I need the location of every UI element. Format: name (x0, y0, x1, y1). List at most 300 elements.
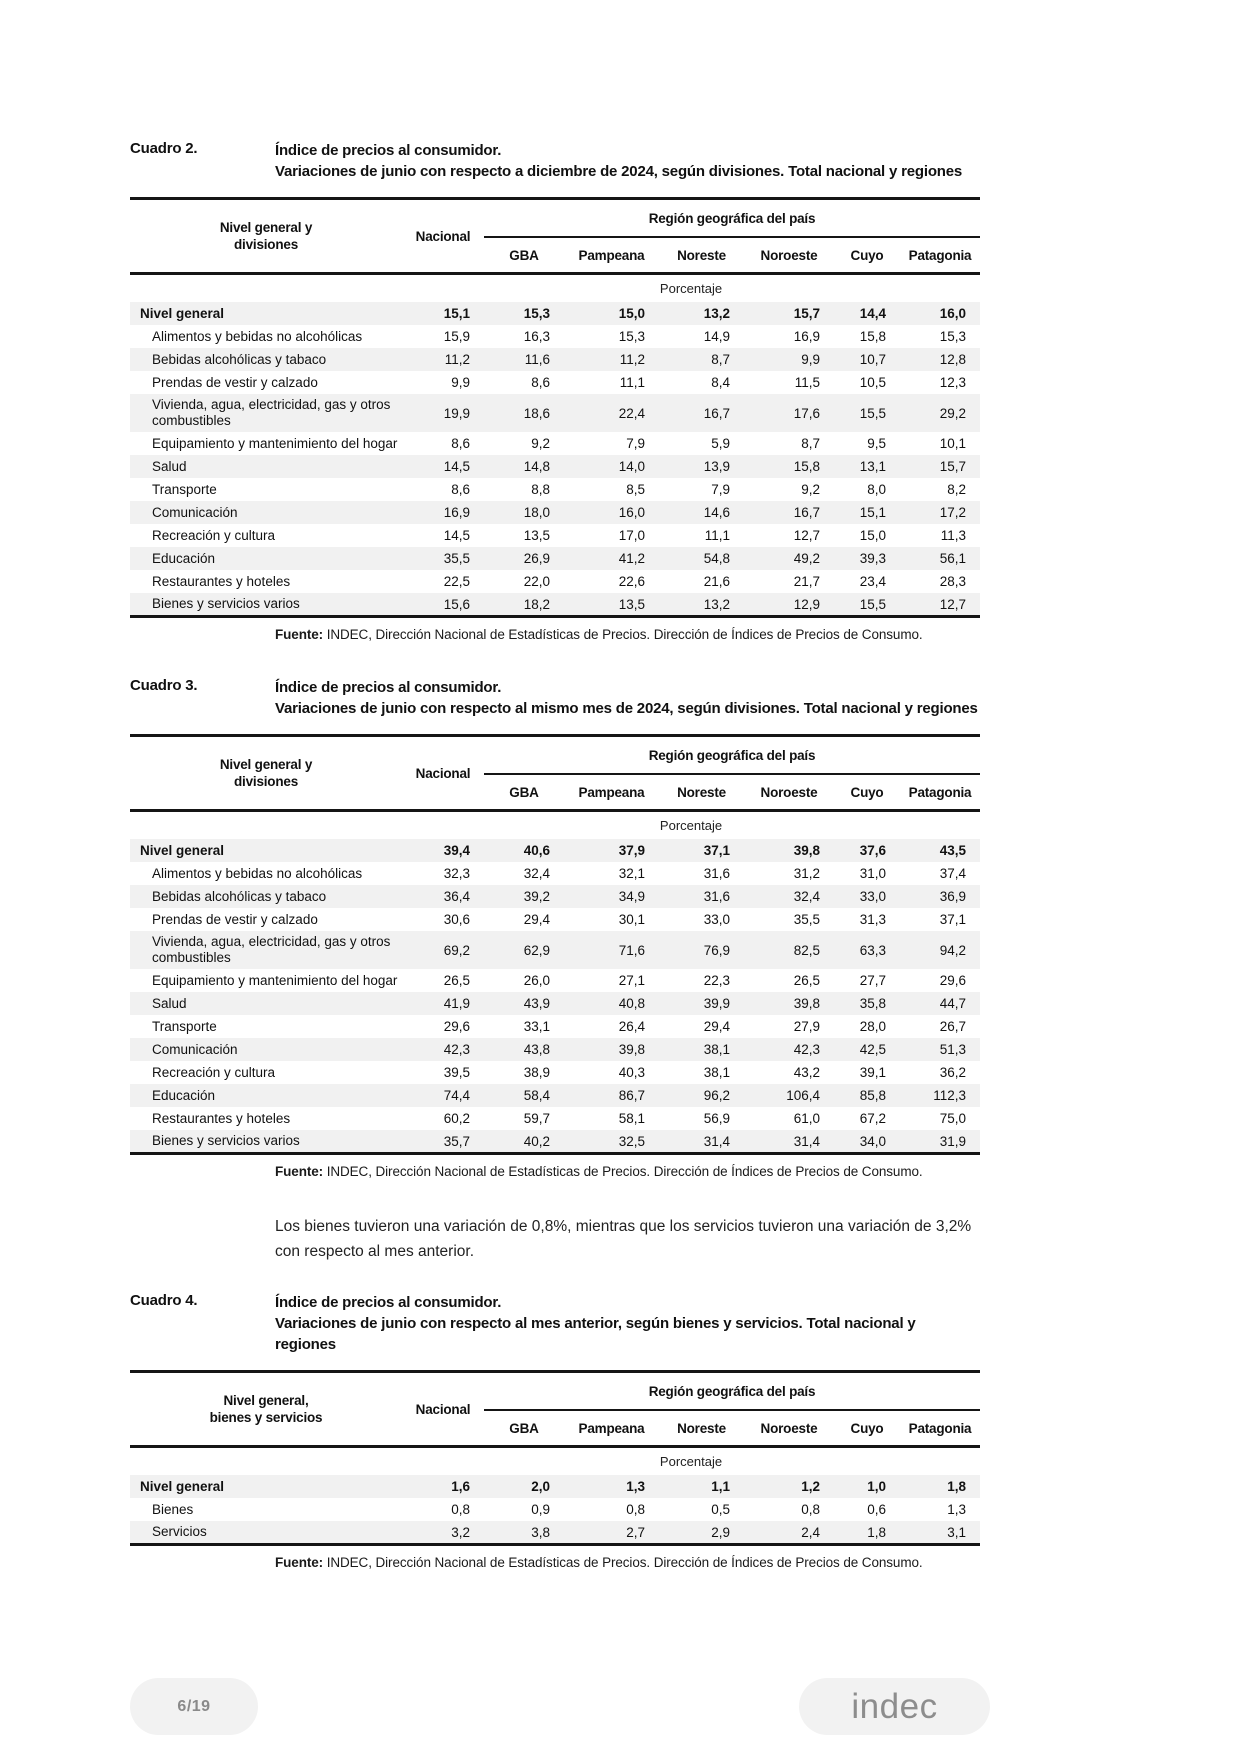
table-row (130, 325, 980, 348)
value-cell: 51,3 (939, 1042, 966, 1057)
indec-logo-text: indec (851, 1686, 938, 1726)
value-cell: 29,6 (939, 973, 966, 988)
header-row (130, 199, 980, 238)
region-group-header: Región geográfica del país (484, 736, 980, 775)
value-cell: 15,8 (793, 459, 820, 474)
value-cell: 15,0 (859, 528, 886, 543)
value-cell: 39,3 (859, 551, 886, 566)
value-cell: 75,0 (939, 1111, 966, 1126)
division-cell: Restaurantes y hoteles (152, 573, 291, 589)
value-cell: 37,6 (859, 843, 886, 858)
table-row (130, 969, 980, 992)
table-row (130, 1084, 980, 1107)
value-cell: 27,7 (859, 973, 886, 988)
value-cell: 12,7 (939, 596, 966, 612)
division-cell: Recreación y cultura (152, 1064, 276, 1080)
value-cell: 13,5 (523, 528, 550, 543)
value-cell: 8,7 (711, 352, 730, 367)
value-cell: 41,2 (618, 551, 645, 566)
value-cell: 43,9 (523, 996, 550, 1011)
value-cell: 32,3 (443, 866, 470, 881)
value-cell: 3,8 (531, 1524, 550, 1540)
value-cell: 15,1 (443, 306, 470, 321)
value-cell: 38,9 (523, 1065, 550, 1080)
value-cell: 21,6 (703, 574, 730, 589)
division-cell: Prendas de vestir y calzado (152, 911, 318, 927)
value-cell: 31,3 (859, 912, 886, 927)
value-cell: 14,6 (703, 505, 730, 520)
division-cell: Vivienda, agua, electricidad, gas y otros combustibles (152, 934, 391, 965)
division-cell: Bienes y servicios varios (152, 596, 300, 611)
value-cell: 9,2 (801, 482, 820, 497)
region-column-header: Noroeste (744, 237, 834, 274)
value-cell: 9,2 (531, 436, 550, 451)
division-cell: Transporte (152, 1018, 217, 1034)
table-row (130, 432, 980, 455)
value-cell: 5,9 (711, 436, 730, 451)
value-cell: 39,5 (443, 1065, 470, 1080)
value-cell: 43,2 (793, 1065, 820, 1080)
value-cell: 56,9 (703, 1111, 730, 1126)
table-row (130, 348, 980, 371)
division-cell: Nivel general (140, 1478, 225, 1494)
value-cell: 11,6 (524, 352, 550, 367)
division-cell: Comunicación (152, 1041, 238, 1057)
value-cell: 17,6 (793, 405, 820, 421)
value-cell: 94,2 (939, 942, 966, 958)
value-cell: 0,5 (711, 1502, 730, 1517)
value-cell: 60,2 (443, 1111, 470, 1126)
value-cell: 43,5 (939, 843, 966, 858)
table-row (130, 839, 980, 862)
table-row (130, 862, 980, 885)
value-cell: 16,0 (939, 306, 966, 321)
value-cell: 8,2 (947, 482, 966, 497)
value-cell: 29,2 (939, 405, 966, 421)
unit-row (130, 811, 980, 840)
value-cell: 27,9 (793, 1019, 820, 1034)
value-cell: 0,8 (626, 1502, 645, 1517)
value-cell: 15,0 (618, 306, 645, 321)
value-cell: 22,6 (618, 574, 645, 589)
value-cell: 56,1 (939, 551, 966, 566)
table-row (130, 302, 980, 325)
value-cell: 9,9 (801, 352, 820, 367)
table-subtitle: Variaciones de junio con respecto al mismo mes de 2024, según divisiones. Total nacional y regiones (275, 700, 978, 717)
value-cell: 39,2 (523, 889, 550, 904)
value-cell: 1,3 (947, 1502, 966, 1517)
value-cell: 36,4 (443, 889, 470, 904)
table-titles (275, 677, 980, 719)
value-cell: 1,3 (626, 1479, 645, 1494)
value-cell: 26,5 (793, 973, 820, 988)
cuadro-4-heading (130, 1292, 980, 1355)
value-cell: 49,2 (793, 551, 820, 566)
indec-logo (799, 1678, 990, 1735)
unit-label: Porcentaje (659, 1454, 723, 1469)
value-cell: 44,7 (939, 996, 966, 1011)
value-cell: 58,1 (618, 1111, 645, 1126)
cuadro-4-table (130, 1370, 980, 1546)
value-cell: 9,9 (451, 375, 470, 390)
source-line (275, 1164, 980, 1179)
division-cell: Bienes (152, 1501, 194, 1517)
value-cell: 33,1 (523, 1019, 550, 1034)
value-cell: 14,4 (859, 306, 886, 321)
value-cell: 16,0 (618, 505, 645, 520)
region-column-header: Noroeste (744, 1410, 834, 1447)
table-row (130, 593, 980, 617)
value-cell: 15,5 (859, 596, 886, 612)
value-cell: 39,1 (859, 1065, 886, 1080)
value-cell: 35,8 (859, 996, 886, 1011)
region-column-header: Patagonia (900, 237, 980, 274)
table-title: Índice de precios al consumidor. (275, 679, 502, 696)
value-cell: 22,0 (523, 574, 550, 589)
division-cell: Nivel general (140, 842, 225, 858)
nacional-column-header: Nacional (402, 1372, 484, 1447)
value-cell: 14,9 (703, 329, 730, 344)
value-cell: 43,8 (523, 1042, 550, 1057)
value-cell: 2,9 (711, 1524, 730, 1540)
value-cell: 12,9 (793, 596, 820, 612)
value-cell: 10,1 (939, 436, 966, 451)
header-row (130, 1372, 980, 1411)
value-cell: 18,6 (523, 405, 550, 421)
region-column-header: GBA (484, 1410, 564, 1447)
region-column-header: Cuyo (834, 1410, 900, 1447)
value-cell: 62,9 (523, 942, 550, 958)
page-number-badge (130, 1678, 258, 1735)
value-cell: 11,1 (704, 528, 730, 543)
value-cell: 63,3 (859, 942, 886, 958)
table-titles (275, 1292, 980, 1355)
table-row (130, 908, 980, 931)
value-cell: 1,8 (947, 1479, 966, 1494)
table-subtitle: Variaciones de junio con respecto al mes anterior, según bienes y servicios. Total nacional y regiones (275, 1315, 916, 1353)
value-cell: 8,7 (801, 436, 820, 451)
page-number: 6/19 (177, 1697, 211, 1715)
region-column-header: Noreste (659, 237, 744, 274)
value-cell: 61,0 (793, 1111, 820, 1126)
value-cell: 39,8 (793, 843, 820, 858)
table-row (130, 885, 980, 908)
division-cell: Educación (152, 550, 216, 566)
value-cell: 86,7 (618, 1088, 645, 1103)
value-cell: 21,7 (793, 574, 820, 589)
value-cell: 3,2 (451, 1524, 470, 1540)
table-row (130, 455, 980, 478)
cuadro-2-table (130, 197, 980, 618)
value-cell: 31,2 (793, 866, 820, 881)
value-cell: 13,2 (703, 306, 730, 321)
region-column-header: Noreste (659, 774, 744, 811)
table-row (130, 547, 980, 570)
region-column-header: Noroeste (744, 774, 834, 811)
value-cell: 31,4 (703, 1133, 730, 1149)
value-cell: 33,0 (859, 889, 886, 904)
value-cell: 1,8 (867, 1524, 886, 1540)
value-cell: 11,2 (619, 352, 645, 367)
table-row (130, 1038, 980, 1061)
nacional-column-header: Nacional (402, 199, 484, 274)
source-text: INDEC, Dirección Nacional de Estadísticas de Precios. Dirección de Índices de Precios de Consumo. (326, 1164, 923, 1179)
value-cell: 8,4 (711, 375, 730, 390)
source-text: INDEC, Dirección Nacional de Estadísticas de Precios. Dirección de Índices de Precios de Consumo. (326, 1555, 923, 1570)
unit-row (130, 1447, 980, 1476)
value-cell: 96,2 (703, 1088, 730, 1103)
value-cell: 13,9 (703, 459, 730, 474)
source-text: INDEC, Dirección Nacional de Estadísticas de Precios. Dirección de Índices de Precios de Consumo. (326, 627, 923, 642)
value-cell: 36,2 (939, 1065, 966, 1080)
value-cell: 67,2 (859, 1111, 886, 1126)
value-cell: 11,1 (619, 375, 645, 390)
value-cell: 15,7 (939, 459, 966, 474)
value-cell: 31,6 (703, 866, 730, 881)
value-cell: 40,8 (618, 996, 645, 1011)
division-cell: Salud (152, 995, 187, 1011)
table-row (130, 1475, 980, 1498)
value-cell: 54,8 (703, 551, 730, 566)
division-cell: Salud (152, 458, 187, 474)
value-cell: 16,9 (443, 505, 470, 520)
value-cell: 71,6 (618, 942, 645, 958)
value-cell: 85,8 (859, 1088, 886, 1103)
table-title: Índice de precios al consumidor. (275, 142, 502, 159)
value-cell: 1,2 (801, 1479, 820, 1494)
value-cell: 16,3 (523, 329, 550, 344)
table-label: Cuadro 2. (130, 140, 198, 157)
value-cell: 29,6 (443, 1019, 470, 1034)
value-cell: 31,4 (793, 1133, 820, 1149)
value-cell: 7,9 (626, 436, 645, 451)
unit-label: Porcentaje (659, 818, 723, 833)
value-cell: 58,4 (523, 1088, 550, 1103)
value-cell: 38,1 (703, 1042, 730, 1057)
value-cell: 11,5 (794, 375, 820, 390)
value-cell: 8,8 (531, 482, 550, 497)
value-cell: 1,0 (867, 1479, 886, 1494)
source-line (275, 627, 980, 642)
stub-header: Nivel general y divisiones (130, 199, 402, 274)
region-group-header: Región geográfica del país (484, 1372, 980, 1411)
region-group-header: Región geográfica del país (484, 199, 980, 238)
value-cell: 32,5 (618, 1133, 645, 1149)
value-cell: 29,4 (523, 912, 550, 927)
value-cell: 39,4 (443, 843, 470, 858)
unit-row-spacer (130, 1447, 402, 1476)
division-cell: Transporte (152, 481, 217, 497)
table-titles (275, 140, 980, 182)
value-cell: 0,6 (867, 1502, 886, 1517)
value-cell: 40,6 (523, 843, 550, 858)
value-cell: 11,2 (444, 352, 470, 367)
table-subtitle: Variaciones de junio con respecto a diciembre de 2024, según divisiones. Total nacional y regiones (275, 163, 963, 180)
value-cell: 13,1 (859, 459, 886, 474)
value-cell: 16,7 (703, 405, 730, 421)
value-cell: 0,8 (451, 1502, 470, 1517)
value-cell: 74,4 (443, 1088, 470, 1103)
value-cell: 15,6 (443, 596, 470, 612)
value-cell: 13,5 (618, 596, 645, 612)
value-cell: 39,8 (793, 996, 820, 1011)
division-cell: Nivel general (140, 305, 225, 321)
region-column-header: Pampeana (564, 237, 659, 274)
division-cell: Servicios (152, 1524, 207, 1539)
value-cell: 17,0 (618, 528, 645, 543)
table-row (130, 931, 980, 969)
region-column-header: Pampeana (564, 1410, 659, 1447)
table-label: Cuadro 4. (130, 1292, 198, 1309)
division-cell: Bebidas alcohólicas y tabaco (152, 888, 327, 904)
table-row (130, 1107, 980, 1130)
value-cell: 3,1 (947, 1524, 966, 1540)
value-cell: 39,9 (703, 996, 730, 1011)
value-cell: 17,2 (939, 505, 966, 520)
value-cell: 15,7 (793, 306, 820, 321)
unit-row-spacer (130, 274, 402, 303)
stub-header: Nivel general y divisiones (130, 736, 402, 811)
page-content (130, 140, 980, 1570)
value-cell: 12,8 (939, 352, 966, 367)
value-cell: 10,7 (859, 352, 886, 367)
table-row (130, 570, 980, 593)
value-cell: 7,9 (711, 482, 730, 497)
region-column-header: Patagonia (900, 1410, 980, 1447)
value-cell: 32,4 (523, 866, 550, 881)
value-cell: 10,5 (859, 375, 886, 390)
division-cell: Restaurantes y hoteles (152, 1110, 291, 1126)
table-row (130, 1015, 980, 1038)
value-cell: 15,1 (859, 505, 886, 520)
value-cell: 26,4 (618, 1019, 645, 1034)
source-line (275, 1555, 980, 1570)
value-cell: 26,0 (523, 973, 550, 988)
value-cell: 42,3 (443, 1042, 470, 1057)
value-cell: 38,1 (703, 1065, 730, 1080)
value-cell: 35,5 (793, 912, 820, 927)
region-column-header: GBA (484, 774, 564, 811)
table-row (130, 478, 980, 501)
value-cell: 37,1 (939, 912, 966, 927)
table-row (130, 1130, 980, 1154)
region-column-header: Noreste (659, 1410, 744, 1447)
value-cell: 36,9 (939, 889, 966, 904)
region-column-header: Cuyo (834, 774, 900, 811)
value-cell: 40,3 (618, 1065, 645, 1080)
value-cell: 26,7 (939, 1019, 966, 1034)
value-cell: 12,3 (939, 375, 966, 390)
value-cell: 32,4 (793, 889, 820, 904)
division-cell: Bebidas alcohólicas y tabaco (152, 351, 327, 367)
value-cell: 22,4 (618, 405, 645, 421)
value-cell: 40,2 (523, 1133, 550, 1149)
division-cell: Alimentos y bebidas no alcohólicas (152, 865, 363, 881)
table-row (130, 501, 980, 524)
value-cell: 2,7 (626, 1524, 645, 1540)
header-row (130, 736, 980, 775)
region-column-header: Pampeana (564, 774, 659, 811)
division-cell: Educación (152, 1087, 216, 1103)
source-label: Fuente: (275, 627, 324, 642)
cuadro-2-block (130, 140, 980, 642)
value-cell: 28,3 (939, 574, 966, 589)
division-cell: Prendas de vestir y calzado (152, 374, 318, 390)
division-cell: Comunicación (152, 504, 238, 520)
value-cell: 0,9 (531, 1502, 550, 1517)
value-cell: 8,0 (867, 482, 886, 497)
table-label: Cuadro 3. (130, 677, 198, 694)
value-cell: 59,7 (523, 1111, 550, 1126)
value-cell: 14,5 (443, 528, 470, 543)
value-cell: 14,0 (618, 459, 645, 474)
division-cell: Bienes y servicios varios (152, 1133, 300, 1148)
value-cell: 23,4 (859, 574, 886, 589)
value-cell: 8,5 (626, 482, 645, 497)
value-cell: 34,0 (859, 1133, 886, 1149)
value-cell: 42,5 (859, 1042, 886, 1057)
value-cell: 106,4 (786, 1088, 820, 1103)
value-cell: 33,0 (703, 912, 730, 927)
table-row (130, 524, 980, 547)
value-cell: 37,1 (703, 843, 730, 858)
table-title: Índice de precios al consumidor. (275, 1294, 502, 1311)
unit-row (130, 274, 980, 303)
value-cell: 30,6 (443, 912, 470, 927)
value-cell: 14,8 (523, 459, 550, 474)
value-cell: 37,4 (939, 866, 966, 881)
value-cell: 12,7 (793, 528, 820, 543)
value-cell: 69,2 (443, 942, 470, 958)
value-cell: 11,3 (940, 528, 966, 543)
cuadro-3-block (130, 677, 980, 1179)
division-cell: Equipamiento y mantenimiento del hogar (152, 972, 398, 988)
value-cell: 16,7 (793, 505, 820, 520)
value-cell: 112,3 (933, 1088, 966, 1103)
value-cell: 2,4 (801, 1524, 820, 1540)
value-cell: 39,8 (618, 1042, 645, 1057)
value-cell: 1,1 (711, 1479, 730, 1494)
division-cell: Equipamiento y mantenimiento del hogar (152, 435, 398, 451)
value-cell: 8,6 (531, 375, 550, 390)
value-cell: 82,5 (793, 942, 820, 958)
source-label: Fuente: (275, 1164, 324, 1179)
value-cell: 8,6 (451, 436, 470, 451)
value-cell: 15,9 (443, 329, 470, 344)
table-row (130, 371, 980, 394)
value-cell: 76,9 (703, 942, 730, 958)
value-cell: 29,4 (703, 1019, 730, 1034)
value-cell: 31,0 (859, 866, 886, 881)
value-cell: 30,1 (618, 912, 645, 927)
value-cell: 41,9 (443, 996, 470, 1011)
division-cell: Vivienda, agua, electricidad, gas y otros combustibles (152, 397, 391, 428)
body-paragraph: Los bienes tuvieron una variación de 0,8%, mientras que los servicios tuvieron una variación de 3,2% con respecto al mes anterior. (275, 1218, 972, 1260)
region-column-header: GBA (484, 237, 564, 274)
value-cell: 19,9 (443, 405, 470, 421)
value-cell: 31,9 (939, 1133, 966, 1149)
table-row (130, 1498, 980, 1521)
table-row (130, 394, 980, 432)
cuadro-3-table (130, 734, 980, 1155)
table-row (130, 1061, 980, 1084)
value-cell: 35,7 (443, 1133, 470, 1149)
value-cell: 42,3 (793, 1042, 820, 1057)
unit-label: Porcentaje (659, 281, 723, 296)
value-cell: 0,8 (801, 1502, 820, 1517)
cuadro-2-heading (130, 140, 980, 182)
value-cell: 35,5 (443, 551, 470, 566)
